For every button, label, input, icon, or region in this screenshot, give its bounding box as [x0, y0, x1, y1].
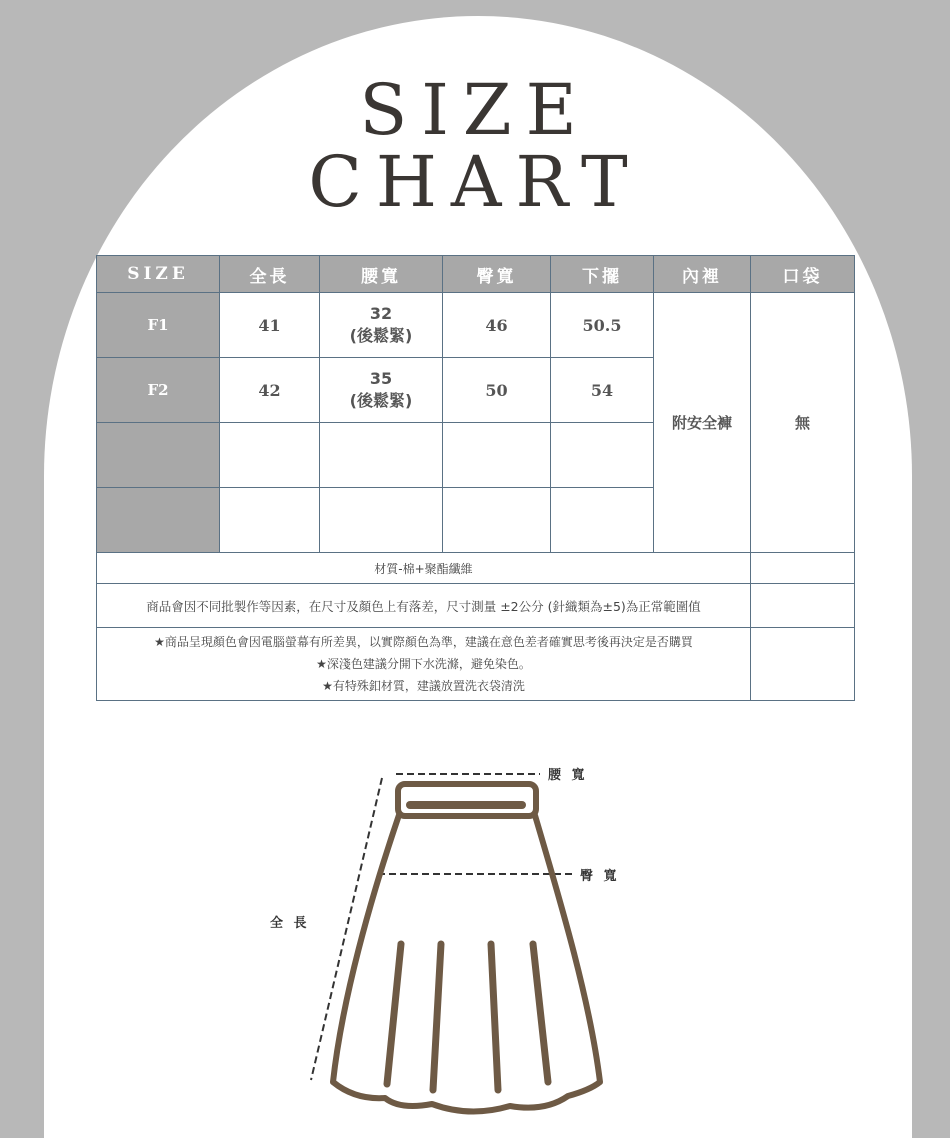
waist-note: (後鬆緊)	[349, 391, 413, 410]
care-note-1: ★商品呈現顏色會因電腦螢幕有所差異，以實際顏色為準，建議在意色差者確實思考後再決定是否購買	[154, 635, 693, 649]
title-size: SIZE	[359, 69, 591, 151]
length-label: 全 長	[270, 916, 310, 931]
skirt-pleat	[491, 944, 498, 1090]
waist-note: (後鬆緊)	[349, 326, 413, 345]
care-note-3: ★有特殊釦材質，建議放置洗衣袋清洗	[322, 679, 525, 693]
length-measure-line	[311, 778, 382, 1080]
hem-cell: 54	[551, 358, 654, 423]
header-waist: 腰寬	[320, 256, 443, 293]
pocket-cell: 無	[751, 293, 855, 553]
header-hem: 下擺	[551, 256, 654, 293]
hip-cell: 46	[443, 293, 551, 358]
hip-cell: 50	[443, 358, 551, 423]
size-cell: F1	[97, 293, 220, 358]
waist-label: 腰 寬	[548, 768, 588, 783]
skirt-outline	[333, 812, 600, 1112]
skirt-pleat	[387, 944, 401, 1084]
waist-value: 35	[369, 369, 393, 388]
length-cell: 41	[220, 293, 320, 358]
size-cell: F2	[97, 358, 220, 423]
tolerance-cell: 商品會因不同批製作等因素，在尺寸及顏色上有落差，尺寸測量 ±2公分 (針織類為±5)為正常範圍值	[97, 584, 751, 628]
material-cell: 材質-棉+聚酯纖維	[97, 553, 751, 584]
skirt-pleat	[533, 944, 548, 1082]
header-length: 全長	[220, 256, 320, 293]
length-cell: 42	[220, 358, 320, 423]
hem-cell: 50.5	[551, 293, 654, 358]
header-hip: 臀寬	[443, 256, 551, 293]
care-note-2: ★深淺色建議分開下水洗滌，避免染色。	[316, 657, 531, 671]
header-size: SIZE	[97, 256, 220, 293]
skirt-pleat	[433, 944, 441, 1090]
lining-cell: 附安全褲	[654, 293, 751, 553]
skirt-waistband	[398, 784, 536, 816]
header-pocket: 口袋	[751, 256, 855, 293]
header-lining: 內裡	[654, 256, 751, 293]
hip-label: 臀 寬	[580, 869, 620, 884]
title-chart: CHART	[308, 141, 642, 223]
waist-value: 32	[369, 304, 393, 323]
